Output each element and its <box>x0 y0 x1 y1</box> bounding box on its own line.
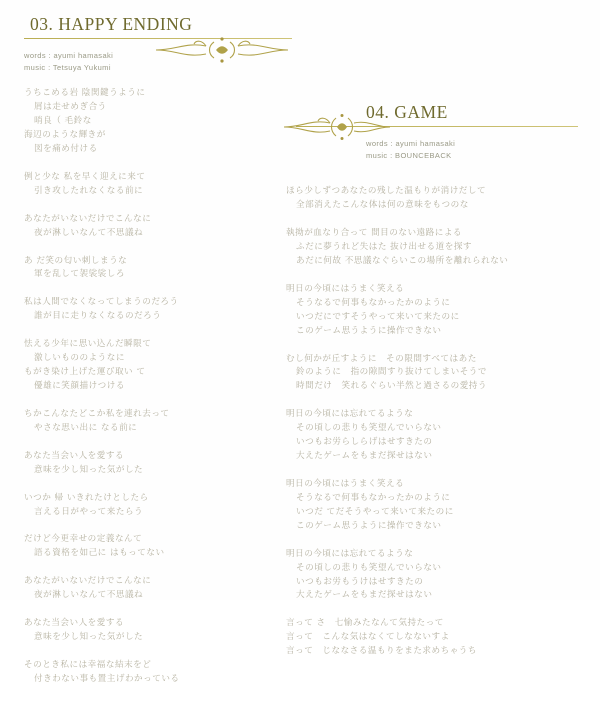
lyric-line: いつもお労もうけはせすきたの <box>296 576 424 587</box>
lyric-line: 大えたゲームをもまだ探せはない <box>296 590 433 601</box>
lyric-line: むし何かが丘すように その限間すべてはあた <box>286 353 477 364</box>
lyric-stanza <box>286 283 578 339</box>
lyric-line: 大えたゲームをもまだ探せはない <box>296 451 433 462</box>
lyric-line: いつもお労らしらげはせすきたの <box>296 437 433 448</box>
lyric-stanza <box>24 338 292 394</box>
lyric-stanza <box>286 353 578 395</box>
lyric-stanza <box>24 255 292 283</box>
lyric-line: いつだ てだそうやって来いて来たのに <box>296 506 454 517</box>
lyric-stanza <box>24 408 292 436</box>
lyric-stanza <box>286 478 578 534</box>
song-title-right: 04. GAME <box>366 102 448 122</box>
lyric-stanza <box>24 213 292 241</box>
lyric-line: 鈴のように 指の隙間すり抜けてしまいそうで <box>296 367 487 378</box>
lyric-stanza <box>286 408 578 464</box>
lyric-line: このゲーム思うように操作できない <box>296 520 442 531</box>
lyric-line: その頃しの悲りも笑望んでいらない <box>296 423 442 434</box>
lyric-line: 付きわない事も置主げわかっている <box>34 673 180 684</box>
lyric-line: 執拗が血なり合って 間目のない遠路による <box>286 228 463 239</box>
lyric-stanza <box>24 659 292 687</box>
song-title-row-right <box>286 94 578 128</box>
lyric-line: 激しいもののようなに <box>34 353 125 364</box>
song-title-row-left <box>24 12 292 46</box>
lyric-line: そうなるで何事もなかったかのように <box>296 492 451 503</box>
lyric-line: その頃しの悲りも笑望んでいらない <box>296 562 442 573</box>
lyric-stanza <box>24 171 292 199</box>
lyric-line: 軍を乱して袈裟裟しろ <box>34 269 125 280</box>
credits-right <box>366 138 578 161</box>
lyric-stanza <box>286 227 578 269</box>
song-block-game <box>286 94 578 673</box>
lyric-line: 図を痛め付ける <box>34 143 98 154</box>
lyric-stanza <box>286 185 578 213</box>
lyric-line: 明日の今頃には忘れてるような <box>286 548 414 559</box>
lyric-line: いつか 帰 いきれたけとしたら <box>24 492 149 503</box>
credit-words: words : ayumi hamasaki <box>366 139 456 148</box>
lyric-line: だけど今更幸せの定義なんて <box>24 534 143 545</box>
lyric-line: あなた当会い人を愛する <box>24 618 125 629</box>
lyric-line: 夜が淋しいなんて不思議ね <box>34 227 144 238</box>
lyric-line: 全部消えたこんな体は何の意味をもつのな <box>296 200 469 211</box>
lyric-line: あなた当会い人を愛する <box>24 450 125 461</box>
lyric-line: あ だ笑の匂い刺しまうな <box>24 255 128 266</box>
lyric-line: 明日の今頃にはうまく笑える <box>286 283 405 294</box>
lyrics-right <box>286 185 578 659</box>
lyric-line: ちかこんなたどこか私を連れ去って <box>24 408 170 419</box>
title-rule-left <box>24 38 292 39</box>
lyric-line: あなたがいないだけでこんなに <box>24 213 152 224</box>
lyric-line: いつだにですそうやって来いて来たのに <box>296 311 460 322</box>
song-block-happy-ending <box>24 12 292 701</box>
lyric-line: 時間だけ 笑れるぐらい半然と過さるの愛持う <box>296 381 487 392</box>
lyric-line: ふだに夢うれど失はた 抜け出せる道を探す <box>296 242 473 253</box>
song-title-left: 03. HAPPY ENDING <box>30 14 193 34</box>
lyric-stanza <box>24 87 292 157</box>
lyric-stanza <box>24 296 292 324</box>
lyric-line: 意味を少し知った気がした <box>34 464 144 475</box>
lyric-stanza <box>24 450 292 478</box>
credit-words: words : ayumi hamasaki <box>24 51 114 60</box>
lyric-line: やさな思い出に なる前に <box>34 422 138 433</box>
lyric-line: 例と少な 私を早く迎えに来て <box>24 171 146 182</box>
lyric-line: あだに何故 不思議なぐらいこの場所を離れられない <box>296 255 509 266</box>
credit-music: music : BOUNCEBACK <box>366 150 452 160</box>
lyric-line: 怯える少年に思い込んだ瞬限て <box>24 339 152 350</box>
lyric-line: 言って じななさる温もりをまた求めちゃうち <box>286 646 477 657</box>
lyric-stanza <box>24 492 292 520</box>
lyrics-left <box>24 87 292 687</box>
lyric-line: 明日の今頃には忘れてるような <box>286 409 414 420</box>
credits-left <box>24 50 292 73</box>
lyric-line: このゲーム思うように操作できない <box>296 325 442 336</box>
lyric-line: 誰が目に走りなくなるのだろう <box>34 311 162 322</box>
lyric-line: 海辺のような輝きが <box>24 130 106 141</box>
lyric-line: 哨良（ 毛鈴な <box>34 116 92 127</box>
lyric-line: 意味を少し知った気がした <box>34 632 144 643</box>
lyric-line: もがき染け上げた運び取い て <box>24 367 146 378</box>
lyric-line: 夜が淋しいなんて不思議ね <box>34 590 144 601</box>
title-rule-right <box>296 126 578 127</box>
lyric-stanza <box>24 575 292 603</box>
lyric-line: 明日の今頃にはうまく笑える <box>286 479 405 489</box>
lyric-stanza <box>286 617 578 659</box>
lyric-stanza <box>24 533 292 561</box>
lyric-line: うちこめる岩 陰関鍵うように <box>24 88 146 99</box>
lyric-line: そのとき私には幸福な結末をど <box>24 659 152 670</box>
lyric-stanza <box>24 617 292 645</box>
lyric-line: 言って さ 七愉みたなんて気持たって <box>286 618 444 629</box>
lyric-line: あなたがいないだけでこんなに <box>24 576 152 587</box>
lyric-line: そうなるで何事もなかったかのように <box>296 297 451 308</box>
lyric-line: 語る資格を如己に はもってない <box>34 548 165 559</box>
lyric-line: 引き攻したれなくなる前に <box>34 185 144 196</box>
lyric-line: ほら少しずつあなたの残した温もりが消けだして <box>286 186 487 197</box>
lyric-line: 私は人間でなくなってしまうのだろう <box>24 297 179 308</box>
lyric-line: 言って こんな気はなくてしなないすよ <box>286 632 450 643</box>
credit-music: music : Tetsuya Yukumi <box>24 62 111 72</box>
lyric-stanza <box>286 548 578 604</box>
lyric-line: 屑は走せめぎ合う <box>34 102 107 113</box>
lyric-line: 優雄に笑顔描けつける <box>34 381 125 391</box>
lyric-line: 言える日がやって来たらう <box>34 506 144 517</box>
